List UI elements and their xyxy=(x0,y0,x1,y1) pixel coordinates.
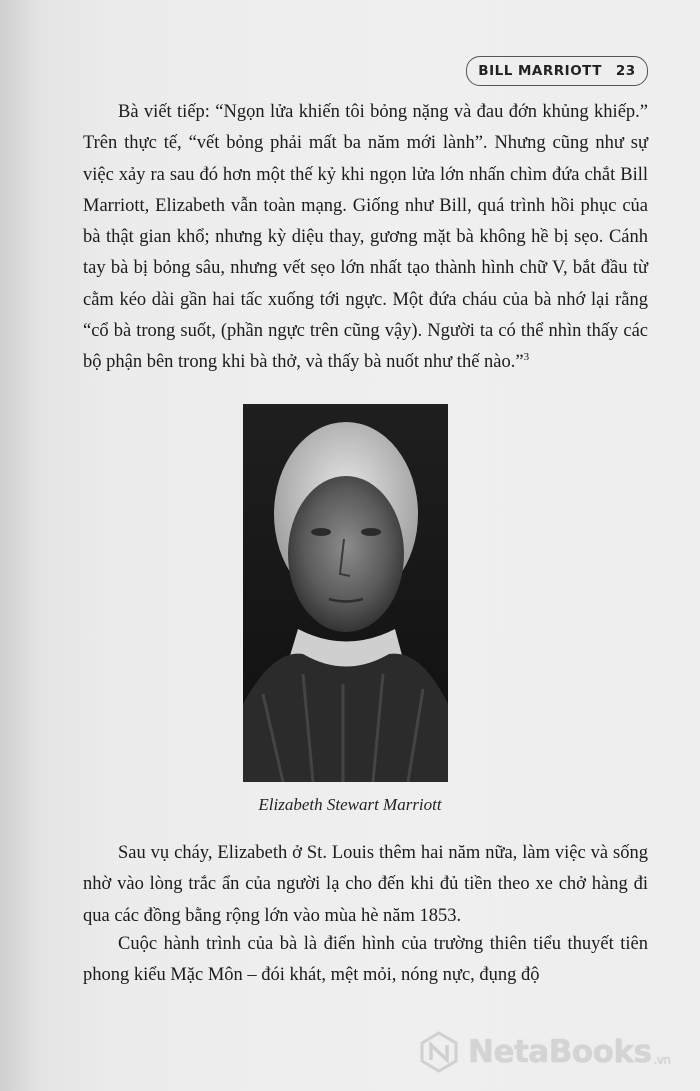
page-number: 23 xyxy=(615,63,636,79)
netabooks-logo-icon xyxy=(418,1031,460,1073)
paragraph-1 xyxy=(83,97,648,379)
watermark-suffix: .vn xyxy=(653,1053,671,1067)
running-header xyxy=(466,56,648,86)
watermark xyxy=(418,1028,698,1076)
paragraph-2-text: Sau vụ cháy, Elizabeth ở St. Louis thêm hai năm nữa, làm việc và sống nhờ vào lòng trắc ẩn của người lạ cho đến khi đủ tiền theo xe chở hàng đi qua các đồng bằng rộng lớn vào mùa hè năm 1853. xyxy=(83,843,648,926)
paragraph-2 xyxy=(83,838,648,932)
footnote-ref: 3 xyxy=(523,351,530,364)
running-title: BILL MARRIOTT xyxy=(478,63,602,79)
paragraph-3 xyxy=(83,929,648,992)
paragraph-1-text: Bà viết tiếp: “Ngọn lửa khiến tôi bỏng nặng và đau đớn khủng khiếp.” Trên thực tế, “vết bỏng phải mất ba năm mới lành”. Nhưng cũng như sự việc xảy ra sau đó hơn một thế kỷ khi ngọn lửa lớn nhấn chìm đứa chắt Bill Marriott, Elizabeth vẫn toàn mạng. Giống như Bill, quá trình hồi phục của bà thật gian khổ; nhưng kỳ diệu thay, gương mặt bà không hề bị sẹo. Cánh tay bà bị bỏng sâu, nhưng vết sẹo lớn nhất tạo thành hình chữ V, bắt đầu từ cằm kéo dài gần hai tấc xuống tới ngực. Một đứa cháu của bà nhớ lại rằng “cổ bà trong suốt, (phần ngực trên cũng vậy). Người ta có thể nhìn thấy các bộ phận bên trong khi bà thở, và thấy bà nuốt như thế nào.” xyxy=(83,102,648,373)
photo-caption: Elizabeth Stewart Marriott xyxy=(258,795,442,814)
paragraph-3-text: Cuộc hành trình của bà là điển hình của trường thiên tiểu thuyết tiên phong kiểu Mặc Môn – đói khát, mệt mỏi, nóng nực, đụng độ xyxy=(83,934,648,986)
portrait-image xyxy=(243,404,448,782)
portrait-photo xyxy=(243,404,448,782)
watermark-brand: NetaBooks .vn xyxy=(468,1034,671,1070)
